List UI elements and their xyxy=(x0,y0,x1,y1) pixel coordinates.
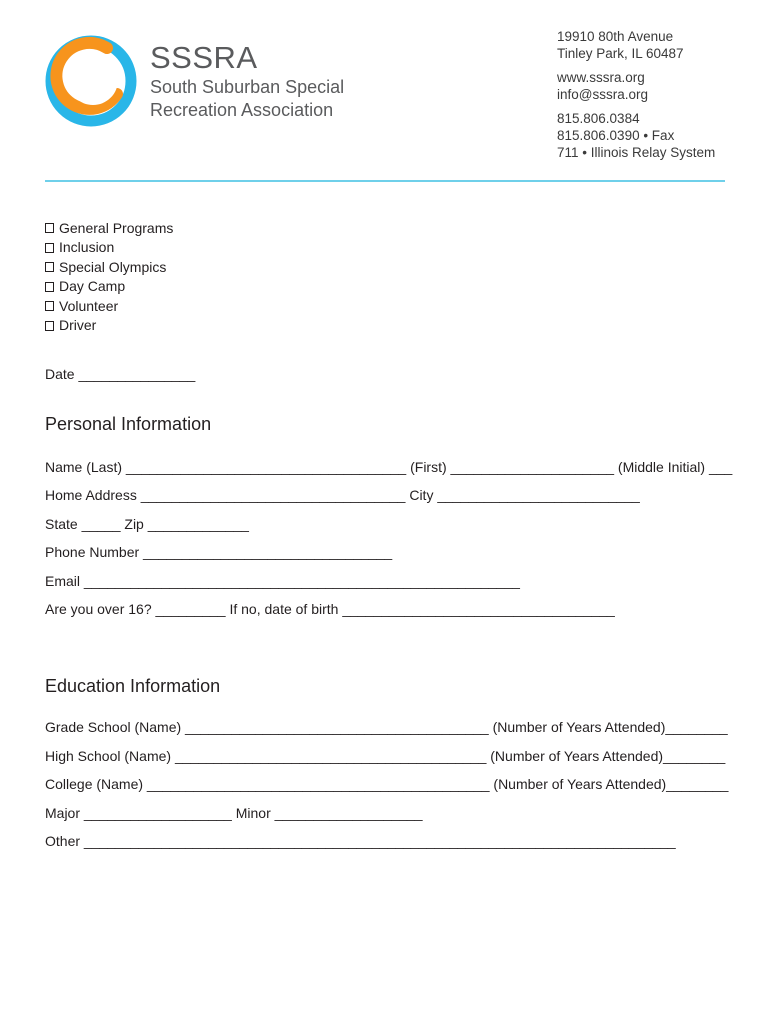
org-full-name-line2: Recreation Association xyxy=(150,100,334,120)
checkbox-icon[interactable] xyxy=(45,321,54,331)
program-option[interactable] xyxy=(45,277,173,297)
program-label: General Programs xyxy=(59,219,174,236)
program-label: Inclusion xyxy=(59,239,115,256)
contact-phone: 815.806.0384 xyxy=(557,111,640,126)
sssra-ring-logo-icon xyxy=(45,34,137,128)
high-school-field[interactable]: High School (Name) ________________________________________ (Number of Years Attended)________ xyxy=(45,748,726,764)
program-label: Day Camp xyxy=(59,278,126,295)
personal-info-heading: Personal Information xyxy=(45,414,212,434)
phone-field[interactable]: Phone Number ________________________________ xyxy=(45,544,393,560)
program-checklist xyxy=(45,218,173,335)
contact-relay: 711 • Illinois Relay System xyxy=(557,145,716,160)
program-option[interactable] xyxy=(45,238,173,258)
checkbox-icon[interactable] xyxy=(45,243,54,253)
contact-address-line2: Tinley Park, IL 60487 xyxy=(557,46,684,61)
checkbox-icon[interactable] xyxy=(45,301,54,311)
checkbox-icon[interactable] xyxy=(45,282,54,292)
logo-white-core xyxy=(68,55,118,105)
contact-block xyxy=(557,28,715,161)
program-option[interactable] xyxy=(45,257,173,277)
email-field[interactable]: Email ________________________________________________________ xyxy=(45,573,520,589)
program-label: Driver xyxy=(59,317,97,334)
program-option[interactable] xyxy=(45,296,173,316)
checkbox-icon[interactable] xyxy=(45,223,54,233)
home-address-field[interactable]: Home Address __________________________________ City __________________________ xyxy=(45,487,640,503)
org-full-name-line1: South Suburban Special xyxy=(150,77,345,97)
program-label: Special Olympics xyxy=(59,258,167,275)
org-short-name: SSSRA xyxy=(150,40,258,75)
program-option[interactable] xyxy=(45,218,173,238)
contact-address-line1: 19910 80th Avenue xyxy=(557,29,674,44)
state-zip-field[interactable]: State _____ Zip _____________ xyxy=(45,516,249,532)
other-field[interactable]: Other ____________________________________________________________________________ xyxy=(45,833,676,849)
name-field[interactable]: Name (Last) ____________________________________ (First) _____________________ (Middle Initial) ___ xyxy=(45,459,733,475)
age-field[interactable]: Are you over 16? _________ If no, date of birth ___________________________________ xyxy=(45,601,615,617)
major-minor-field[interactable]: Major ___________________ Minor ___________________ xyxy=(45,805,423,821)
contact-fax: 815.806.0390 • Fax xyxy=(557,128,675,143)
contact-website[interactable]: www.sssra.org xyxy=(557,70,645,85)
education-info-heading: Education Information xyxy=(45,676,221,696)
college-field[interactable]: College (Name) ____________________________________________ (Number of Years Attended)________ xyxy=(45,776,729,792)
header-divider xyxy=(45,180,725,182)
org-full-name xyxy=(150,76,344,122)
checkbox-icon[interactable] xyxy=(45,262,54,272)
contact-email[interactable]: info@sssra.org xyxy=(557,87,648,102)
program-option[interactable] xyxy=(45,316,173,336)
program-label: Volunteer xyxy=(59,297,119,314)
date-field[interactable]: Date _______________ xyxy=(45,366,196,382)
grade-school-field[interactable]: Grade School (Name) _______________________________________ (Number of Years Attended)________ xyxy=(45,719,728,735)
